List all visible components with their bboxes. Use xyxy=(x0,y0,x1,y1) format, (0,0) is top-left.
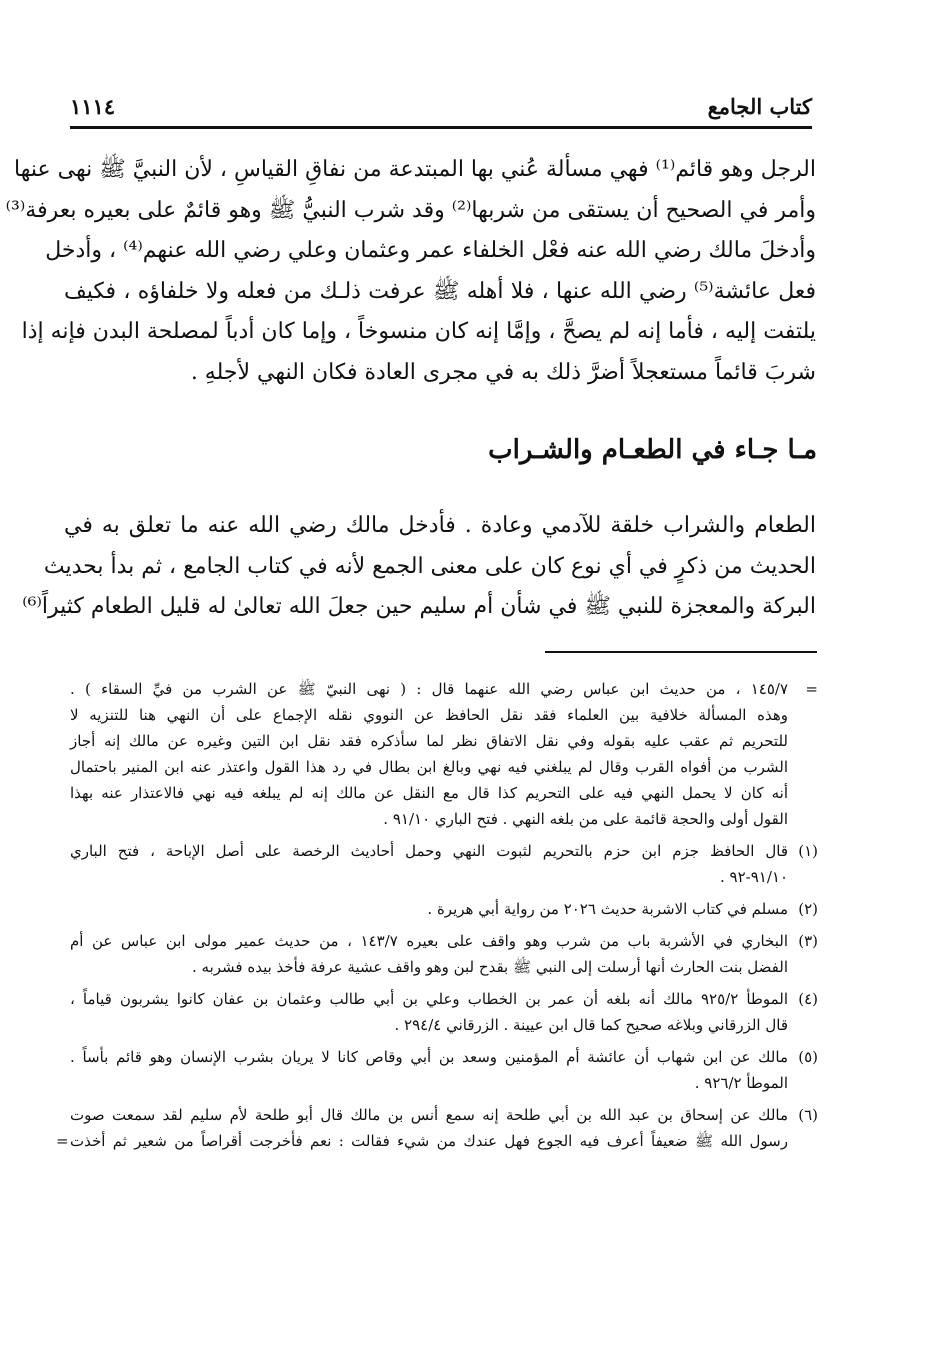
footnote-6 xyxy=(56,1102,818,1154)
footnote-number: (٤) xyxy=(798,990,818,1008)
text-line: فعل عائشة⁽⁵⁾ رضي الله عنها ، فلا أهله ﷺ عرفت ذلـك من فعله ولا خلفاؤه ، فكيف xyxy=(64,278,816,304)
footnote-line: للتحريم ثم عقب عليه بقوله وفي نقل الاتفاق نظر لما سأذكره فقد نقل ابن التين وغيره عن مالك إنه أجاز xyxy=(70,732,788,750)
footnote-line: البخاري في الأشربة باب من شرب وهو واقف على بعيره ١٤٣/٧ ، من حديث عمير مولى ابن عباس عن أم xyxy=(70,932,788,950)
page-number: ١١١٤ xyxy=(70,94,116,119)
footnote-line: القول أولى والحجة قائمة على من بلغه النهي . فتح الباري ٩١/١٠ . xyxy=(383,810,788,828)
footnote-line: ٩١/١٠-٩٢ . xyxy=(719,868,788,886)
footnote-number: (١) xyxy=(798,842,818,860)
footnote-number: (٣) xyxy=(798,932,818,950)
text-line: شربَ قائماً مستعجلاً أضرَّ ذلك به في مجرى العادة فكان النهي لأجلهِ . xyxy=(190,359,816,385)
footnote-3 xyxy=(70,928,818,980)
header-title: كتاب الجامع xyxy=(707,94,812,119)
footnote-4 xyxy=(70,986,818,1038)
footnote-line: مالك عن ابن شهاب أن عائشة أم المؤمنين وسعد بن أبي وقاص كانا لا يريان بشرب الإنسان وهو قائم بأساً . xyxy=(70,1048,788,1066)
footnote-2 xyxy=(70,896,818,922)
footnote-line: الشرب من أفواه القرب وقال لم يبلغني فيه نهي وبالغ ابن بطال في رد هذا القول واعتذر عنه ابن المنير باحتمال xyxy=(70,758,788,776)
continuation-mark-end: = xyxy=(56,1132,69,1150)
footnote-line: رسول الله ﷺ ضعيفاً أعرف فيه الجوع فهل عندك من شيء فقالت : نعم فأخرجت أقراصاً من شعير ثم أخذت xyxy=(70,1132,788,1150)
section-heading: مـا جـاء في الطعـام والشـراب xyxy=(488,435,817,465)
footnote-1 xyxy=(70,838,818,890)
header-rule xyxy=(70,126,812,129)
main-paragraph-2 xyxy=(22,506,816,628)
footnote-line: قال الحافظ جزم ابن حزم بالتحريم لثبوت النهي وحمل أحاديث الرخصة على أصل الإباحة ، فتح الباري xyxy=(70,842,788,860)
main-paragraph-1 xyxy=(5,150,816,393)
continuation-mark: = xyxy=(805,680,818,698)
running-header xyxy=(70,92,812,124)
footnote-separator xyxy=(545,651,817,653)
footnote-number: (٦) xyxy=(798,1106,818,1124)
footnote-line: ١٤٥/٧ ، من حديث ابن عباس رضي الله عنهما قال : ( نهى النبيّ ﷺ عن الشرب من فيِّ السقاء ) . xyxy=(70,680,788,698)
footnotes xyxy=(56,676,818,1160)
footnote-line: الموطأ ٩٢٥/٢ مالك أنه بلغه أن عمر بن الخطاب وعلي بن أبي طالب وعثمان بن عفان كانوا يشربون قياماً ، xyxy=(70,990,788,1008)
footnote-line: مالك عن إسحاق بن عبد الله بن أبي طلحة إنه سمع أنس بن مالك قال أبو طلحة لأم سليم لقد سمعت صوت xyxy=(70,1106,788,1124)
footnote-line: أنه كان لا يحمل النهي فيه على التحريم كذا قال مع النقل عن مالك إنه لم يبلغه فيه نهي فالاعتذار عنه بهذا xyxy=(70,784,788,802)
text-line: وأدخلَ مالك رضي الله عنه فعْل الخلفاء عمر وعثمان وعلي رضي الله عنهم⁽⁴⁾ ، وأدخل xyxy=(45,238,816,263)
footnote-5 xyxy=(70,1044,818,1096)
footnote-line: قال الزرقاني وبلاغه صحيح كما قال ابن عيينة . الزرقاني ٢٩٤/٤ . xyxy=(394,1016,788,1034)
footnote-number: (٢) xyxy=(798,900,818,918)
footnote-number: (٥) xyxy=(798,1048,818,1066)
footnote-continuation xyxy=(70,676,818,832)
text-line: الرجل وهو قائم⁽¹⁾ فهي مسألة عُني بها المبتدعة من نفاقِ القياسِ ، لأن النبيَّ ﷺ نهى عنها xyxy=(14,157,816,182)
footnote-line: وهذه المسألة خلافية بين العلماء فقد نقل الحافظ عن النووي نقله الإجماع على أن النهي هنا للتنزيه لا xyxy=(70,706,788,724)
text-line: وأمر في الصحيح أن يستقى من شربها⁽²⁾ وقد شرب النبيُّ ﷺ وهو قائمٌ على بعيره بعرفة⁽³⁾ xyxy=(5,197,816,223)
text-line: الحديث من ذكرٍ في أي نوع كان على معنى الجمع لأنه في كتاب الجامع ، ثم بدأ بحديث xyxy=(43,553,816,579)
text-line: البركة والمعجزة للنبي ﷺ في شأن أم سليم حين جعلَ الله تعالىٰ له قليل الطعام كثيراً⁽⁶⁾ xyxy=(22,594,816,619)
footnote-line: الموطأ ٩٢٦/٢ . xyxy=(694,1074,788,1092)
footnote-line: الفضل بنت الحارث أنها أرسلت إلى النبي ﷺ بقدح لبن وهو واقف عشية عرفة فأخذ بيده فشربه . xyxy=(191,958,788,976)
text-line: الطعام والشراب خلقة للآدمي وعادة . فأدخل مالك رضي الله عنه ما تعلق به في xyxy=(64,513,816,538)
footnote-line: مسلم في كتاب الاشربة حديث ٢٠٢٦ من رواية أبي هريرة . xyxy=(427,900,788,918)
text-line: يلتفت إليه ، فأما إنه لم يصحَّ ، وإمَّا إنه كان منسوخاً ، وإما كان أدباً لمصلحة البدن فإنه إذا xyxy=(21,319,816,344)
